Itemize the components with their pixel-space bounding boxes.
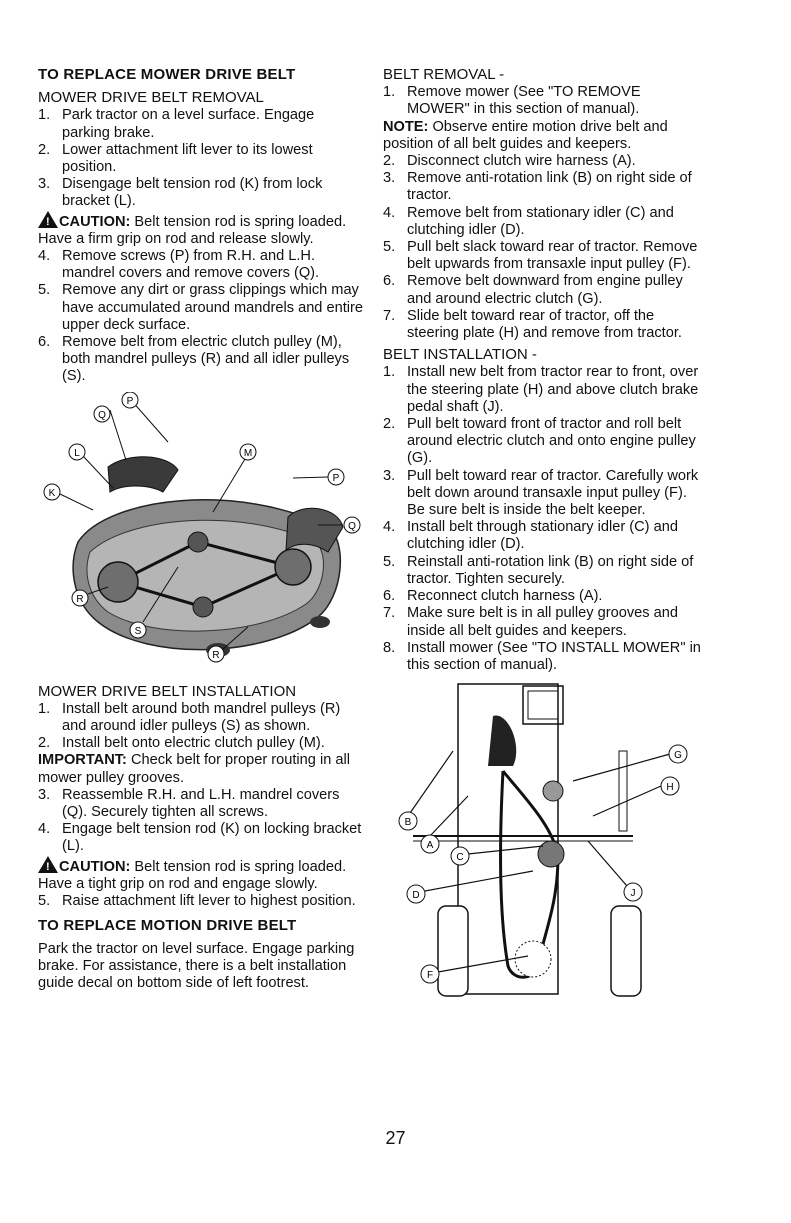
note: NOTE: Observe entire motion drive belt and position of all belt guides and keepers. <box>383 118 668 152</box>
step-text: Raise attachment lift lever to highest position. <box>62 893 356 910</box>
svg-text:S: S <box>134 625 142 637</box>
list-item <box>38 107 364 141</box>
right-column <box>383 66 701 1012</box>
svg-text:K: K <box>48 487 56 499</box>
belt-install-steps <box>383 364 701 674</box>
step-number: 6. <box>38 334 51 351</box>
step-number: 8. <box>383 639 396 656</box>
list-item <box>383 84 701 118</box>
step-number: 2. <box>383 416 396 433</box>
step-text: Install new belt from tractor rear to front, over the steering plate (H) and above clutch brake pedal shaft (J). <box>407 364 699 415</box>
step-text: Install belt onto electric clutch pulley (M). <box>62 735 325 752</box>
list-item <box>383 554 701 588</box>
install-steps-list-2 <box>38 787 364 856</box>
mower-deck-figure <box>38 392 364 677</box>
svg-text:M: M <box>243 447 253 459</box>
step-number: 6. <box>383 273 396 290</box>
step-text: Install belt around both mandrel pulleys (R) and around idler pulleys (S) as shown. <box>62 700 341 735</box>
step-text: Reinstall anti-rotation link (B) on right side of tractor. Tighten securely. <box>407 553 694 587</box>
caution-note-1 <box>38 211 364 248</box>
list-item <box>383 273 701 307</box>
caution-label: CAUTION: <box>59 213 131 230</box>
step-number: 6. <box>383 588 396 605</box>
list-item <box>38 334 364 386</box>
list-item <box>383 416 701 468</box>
removal-steps-list <box>38 107 364 210</box>
belt-removal-steps <box>383 153 701 342</box>
step-text: Install mower (See "TO INSTALL MOWER" in this section of manual). <box>407 639 701 673</box>
list-item <box>38 787 364 821</box>
step-text: Reassemble R.H. and L.H. mandrel covers (Q). Securely tighten all screws. <box>62 786 340 821</box>
list-item <box>38 248 364 282</box>
step-text: Remove mower (See "TO REMOVE MOWER" in this section of manual). <box>407 84 641 118</box>
list-item <box>38 176 364 210</box>
step-text: Lower attachment lift lever to its lowest position. <box>62 141 313 176</box>
svg-text:Q: Q <box>348 520 356 532</box>
svg-text:R: R <box>212 649 220 661</box>
list-item <box>383 239 701 273</box>
step-text: Park tractor on a level surface. Engage parking brake. <box>62 107 315 141</box>
step-text: Disengage belt tension rod (K) from lock bracket (L). <box>62 176 323 210</box>
step-number: 1. <box>38 107 51 124</box>
step-number: 3. <box>383 467 396 484</box>
belt-install-heading: BELT INSTALLATION - <box>383 346 537 364</box>
list-item <box>383 640 701 674</box>
step-number: 4. <box>38 821 51 838</box>
step-number: 4. <box>383 519 396 536</box>
step-number: 7. <box>383 307 396 324</box>
step-text: Slide belt toward rear of tractor, off the steering plate (H) and remove from tractor. <box>407 307 682 342</box>
belt-removal-heading: BELT REMOVAL - <box>383 66 505 83</box>
step-text: Remove belt downward from engine pulley and around electric clutch (G). <box>407 273 683 307</box>
list-item <box>383 170 701 204</box>
list-item <box>383 308 701 342</box>
step-number: 3. <box>38 176 51 193</box>
svg-text:H: H <box>666 782 674 794</box>
step-number: 5. <box>383 239 396 256</box>
belt-removal-step-1 <box>383 84 701 118</box>
svg-text:D: D <box>412 890 420 902</box>
step-number: 3. <box>38 786 51 803</box>
step-text: Make sure belt is in all pulley grooves and inside all belt guides and keepers. <box>407 605 678 639</box>
section-title-motion-belt: TO REPLACE MOTION DRIVE BELT <box>38 917 297 935</box>
step-number: 5. <box>383 553 396 570</box>
left-column <box>38 66 364 992</box>
removal-heading: MOWER DRIVE BELT REMOVAL <box>38 89 264 107</box>
svg-text:Q: Q <box>98 409 106 421</box>
tractor-belt-figure <box>383 676 701 1006</box>
install-steps-list <box>38 701 364 753</box>
removal-steps-list-2 <box>38 248 364 386</box>
svg-text:R: R <box>76 593 84 605</box>
step-number: 3. <box>383 170 396 187</box>
caution-text: Belt tension rod is spring loaded. Have a firm grip on rod and release slowly. <box>38 213 347 247</box>
list-item <box>383 519 701 553</box>
list-item <box>383 468 701 520</box>
list-item <box>383 588 701 605</box>
step-number: 4. <box>383 204 396 221</box>
list-item <box>383 205 701 239</box>
caution-note-2: !CAUTION: Belt tension rod is spring loaded. Have a tight grip on rod and engage slowly. <box>38 856 364 893</box>
step-text: Install belt through stationary idler (C) and clutching idler (D). <box>407 519 678 553</box>
step-text: Pull belt slack toward rear of tractor. Remove belt upwards from transaxle input pulley (F). <box>407 239 698 273</box>
important-note: IMPORTANT: Check belt for proper routing in all mower pulley grooves. <box>38 752 350 786</box>
list-item <box>383 364 701 416</box>
section-title-mower-belt: TO REPLACE MOWER DRIVE BELT <box>38 66 296 83</box>
step-number: 7. <box>383 605 396 622</box>
step-number: 1. <box>383 364 396 381</box>
step-text: Pull belt toward rear of tractor. Carefully work belt down around transaxle input pulley (F). Be sure belt is inside the belt keeper. <box>407 467 699 519</box>
step-number: 1. <box>38 700 51 717</box>
step-text: Pull belt toward front of tractor and roll belt around electric clutch and onto engine pulley (G). <box>407 416 696 467</box>
svg-text:G: G <box>674 750 682 762</box>
step-number: 2. <box>38 141 51 158</box>
step-text: Engage belt tension rod (K) on locking bracket (L). <box>62 821 362 855</box>
list-item <box>38 142 364 176</box>
motion-belt-intro: Park the tractor on level surface. Engage parking brake. For assistance, there is a belt installation guide decal on bottom side of left footrest. <box>38 940 355 991</box>
step-text: Disconnect clutch wire harness (A). <box>407 153 636 170</box>
svg-text:J: J <box>630 888 636 900</box>
svg-text:C: C <box>456 852 464 864</box>
svg-text:A: A <box>426 840 434 852</box>
page-number: 27 <box>385 1128 406 1148</box>
svg-text:F: F <box>426 970 434 982</box>
step-text: Remove screws (P) from R.H. and L.H. mandrel covers and remove covers (Q). <box>62 248 320 282</box>
list-item <box>383 153 701 170</box>
step-number: 5. <box>38 893 51 910</box>
step-text: Remove anti-rotation link (B) on right side of tractor. <box>407 170 692 204</box>
list-item <box>38 282 364 334</box>
step-text: Remove belt from electric clutch pulley (M), both mandrel pulleys (R) and all idler pulleys (S). <box>62 334 350 385</box>
install-steps-list-3 <box>38 893 364 910</box>
list-item <box>38 821 364 855</box>
warning-triangle-icon <box>38 856 58 873</box>
svg-text:P: P <box>126 395 134 407</box>
list-item <box>38 735 364 752</box>
list-item <box>38 893 364 910</box>
svg-text:P: P <box>332 472 340 484</box>
step-number: 5. <box>38 282 51 299</box>
install-heading: MOWER DRIVE BELT INSTALLATION <box>38 682 297 700</box>
list-item <box>38 701 364 735</box>
svg-text:B: B <box>404 817 412 829</box>
svg-text:L: L <box>74 447 80 459</box>
step-number: 2. <box>383 153 396 170</box>
step-text: Remove belt from stationary idler (C) and clutching idler (D). <box>407 204 674 238</box>
warning-triangle-icon <box>38 211 58 228</box>
step-number: 4. <box>38 248 51 265</box>
step-number: 2. <box>38 735 51 752</box>
step-text: Remove any dirt or grass clippings which may have accumulated around mandrels and entire upper deck surface. <box>62 282 363 333</box>
list-item <box>383 605 701 639</box>
step-text: Reconnect clutch harness (A). <box>407 588 603 605</box>
step-number: 1. <box>383 84 396 101</box>
